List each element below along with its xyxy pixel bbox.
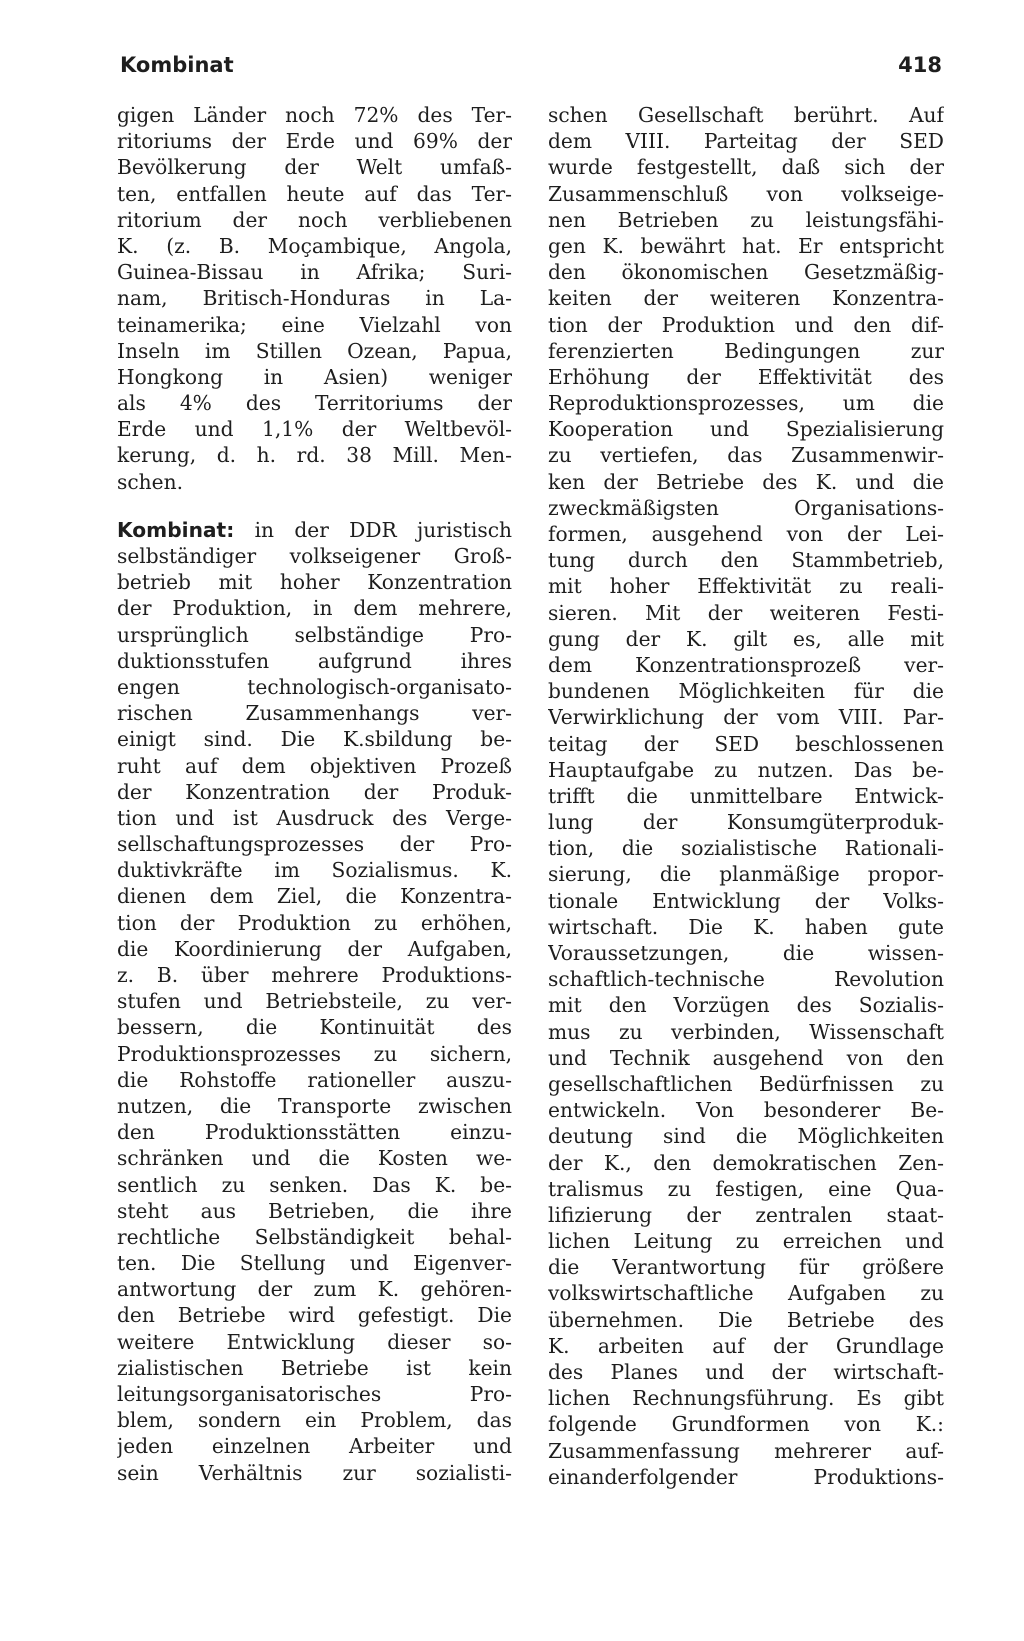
text-line: K. (z. B. Moçambique, Angola, bbox=[117, 233, 512, 258]
text-line: teitag der SED beschlossenen bbox=[548, 731, 944, 756]
text-line: gung der K. gilt es, alle mit bbox=[548, 626, 944, 651]
text-line: blem, sondern ein Problem, das bbox=[117, 1408, 512, 1433]
text-line: antwortung der zum K. gehören- bbox=[117, 1277, 512, 1302]
text-line: dem VIII. Parteitag der SED bbox=[548, 129, 944, 154]
text-line: des Planes und der wirtschaft- bbox=[548, 1360, 944, 1384]
text-line: ruht auf dem objektiven Prozeß bbox=[117, 753, 512, 778]
text-line: nutzen, die Transporte zwischen bbox=[117, 1093, 512, 1118]
text-line: schen Gesellschaft berührt. Auf bbox=[548, 103, 944, 127]
text-line: nam, Britisch-Honduras in La- bbox=[117, 286, 512, 311]
text-line: gen K. bewährt hat. Er entspricht bbox=[548, 233, 944, 258]
text-line: Erhöhung der Effektivität des bbox=[548, 364, 944, 389]
text-line: dienen dem Ziel, die Konzentra- bbox=[117, 884, 512, 909]
text-line: bundenen Möglichkeiten für die bbox=[548, 679, 944, 704]
text-line: tralismus zu festigen, eine Qua- bbox=[548, 1176, 944, 1201]
entry-lemma: Kombinat: bbox=[117, 517, 235, 542]
text-line: weitere Entwicklung dieser so- bbox=[117, 1329, 512, 1354]
text-line: ten. Die Stellung und Eigenver- bbox=[117, 1251, 512, 1276]
text-line: sieren. Mit der weiteren Festi- bbox=[548, 600, 944, 625]
text-line: die Koordinierung der Aufgaben, bbox=[117, 936, 512, 961]
text-line: tionale Entwicklung der Volks- bbox=[548, 888, 944, 913]
text-line: tion der Produktion zu erhöhen, bbox=[117, 910, 512, 935]
text-line: tion, die sozialistische Rationali- bbox=[548, 836, 944, 861]
text-line: lichen Leitung zu erreichen und bbox=[548, 1229, 944, 1254]
text-line: duktionsstufen aufgrund ihres bbox=[117, 648, 512, 673]
text-line: Zusammenschluß von volkseige- bbox=[548, 181, 944, 206]
text-line: Kooperation und Spezialisierung bbox=[548, 417, 944, 442]
text-line: ken der Betriebe des K. und die bbox=[548, 469, 944, 494]
text-line: die Rohstoffe rationeller auszu- bbox=[117, 1067, 512, 1092]
text-line: schaftlich-technische Revolution bbox=[548, 967, 944, 992]
text-line: Hongkong in Asien) weniger bbox=[117, 364, 512, 389]
text-line: den Betriebe wird gefestigt. Die bbox=[117, 1303, 512, 1328]
text-line: den Produktionsstätten einzu- bbox=[117, 1120, 512, 1145]
text-line: lichen Rechnungsführung. Es gibt bbox=[548, 1386, 944, 1411]
text-line: wirtschaft. Die K. haben gute bbox=[548, 914, 944, 939]
paragraph-gap bbox=[117, 495, 512, 517]
text-line: deutung sind die Möglichkeiten bbox=[548, 1124, 944, 1149]
entry-first-line bbox=[117, 517, 512, 543]
text-line: wurde festgestellt, daß sich der bbox=[548, 155, 944, 180]
running-head-keyword: Kombinat bbox=[120, 53, 234, 77]
text-line: teinamerika; eine Vielzahl von bbox=[117, 312, 512, 337]
text-line: Bevölkerung der Welt umfaß- bbox=[117, 155, 512, 180]
text-line: duktivkräfte im Sozialismus. K. bbox=[117, 858, 512, 883]
text-line: der K., den demokratischen Zen- bbox=[548, 1150, 944, 1175]
text-line: ritorium der noch verbliebenen bbox=[117, 207, 512, 232]
text-line: kerung, d. h. rd. 38 Mill. Men- bbox=[117, 443, 512, 468]
text-line: engen technologisch-organisato- bbox=[117, 674, 512, 699]
right-column bbox=[548, 102, 944, 1490]
text-line: Inseln im Stillen Ozean, Papua, bbox=[117, 338, 512, 363]
text-line: und Technik ausgehend von den bbox=[548, 1045, 944, 1070]
text-line: lifizierung der zentralen staat- bbox=[548, 1202, 944, 1227]
text-line: schen. bbox=[117, 469, 184, 494]
text-line: übernehmen. Die Betriebe des bbox=[548, 1307, 944, 1332]
text-line: rischen Zusammenhangs ver- bbox=[117, 701, 512, 726]
text-line: betrieb mit hoher Konzentration bbox=[117, 570, 512, 595]
text-line: Guinea-Bissau in Afrika; Suri- bbox=[117, 260, 512, 285]
text-line: steht aus Betrieben, die ihre bbox=[117, 1198, 512, 1223]
text-line: volkswirtschaftliche Aufgaben zu bbox=[548, 1281, 944, 1306]
text-line: sellschaftungsprozesses der Pro- bbox=[117, 832, 512, 857]
text-line: trifft die unmittelbare Entwick- bbox=[548, 783, 944, 808]
text-line: der Konzentration der Produk- bbox=[117, 779, 512, 804]
text-line: bessern, die Kontinuität des bbox=[117, 1015, 512, 1040]
text-line: tung durch den Stammbetrieb, bbox=[548, 548, 944, 573]
text-line: lung der Konsumgüterproduk- bbox=[548, 810, 944, 835]
text-line: sein Verhältnis zur sozialisti- bbox=[117, 1460, 512, 1485]
text-line: K. arbeiten auf der Grundlage bbox=[548, 1333, 944, 1358]
entry-first-line-text: in der DDR juristisch bbox=[254, 517, 512, 542]
text-line: mit hoher Effektivität zu reali- bbox=[548, 574, 944, 599]
paragraph-continuation bbox=[117, 102, 512, 495]
text-line: schränken und die Kosten we- bbox=[117, 1146, 512, 1171]
text-line: Produktionsprozesses zu sichern, bbox=[117, 1041, 512, 1066]
text-line: ten, entfallen heute auf das Ter- bbox=[117, 181, 512, 206]
text-line: keiten der weiteren Konzentra- bbox=[548, 286, 944, 311]
text-line: rechtliche Selbständigkeit behal- bbox=[117, 1224, 512, 1249]
left-column bbox=[117, 102, 512, 1486]
text-line: tion und ist Ausdruck des Verge- bbox=[117, 805, 512, 830]
text-line: leitungsorganisatorisches Pro- bbox=[117, 1382, 512, 1406]
text-line: zialistischen Betriebe ist kein bbox=[117, 1355, 512, 1380]
text-line: der Produktion, in dem mehrere, bbox=[117, 596, 512, 621]
text-line: ursprünglich selbständige Pro- bbox=[117, 622, 512, 647]
text-line: einigt sind. Die K.sbildung be- bbox=[117, 727, 512, 752]
text-line: gesellschaftlichen Bedürfnissen zu bbox=[548, 1071, 944, 1096]
entry-body bbox=[117, 543, 512, 1486]
text-line: einanderfolgender Produktions- bbox=[548, 1464, 944, 1489]
dictionary-entry-kombinat bbox=[117, 517, 512, 1486]
text-line: Zusammenfassung mehrerer auf- bbox=[548, 1438, 944, 1463]
text-line: Voraussetzungen, die wissen- bbox=[548, 941, 944, 965]
page-number: 418 bbox=[898, 53, 942, 77]
text-line: tion der Produktion und den dif- bbox=[548, 312, 944, 337]
entry-body-continued bbox=[548, 102, 944, 1490]
text-line: Reproduktionsprozesses, um die bbox=[548, 391, 944, 416]
text-line: stufen und Betriebsteile, zu ver- bbox=[117, 989, 512, 1014]
text-line: mus zu verbinden, Wissenschaft bbox=[548, 1019, 944, 1044]
text-line: als 4% des Territoriums der bbox=[117, 391, 512, 416]
text-line: Erde und 1,1% der Weltbevöl- bbox=[117, 417, 512, 442]
text-line: z. B. über mehrere Produktions- bbox=[117, 963, 512, 987]
text-line: sentlich zu senken. Das K. be- bbox=[117, 1172, 512, 1197]
text-line: nen Betrieben zu leistungsfähi- bbox=[548, 207, 944, 232]
text-line: zu vertiefen, das Zusammenwir- bbox=[548, 443, 944, 468]
text-line: sierung, die planmäßige propor- bbox=[548, 862, 944, 887]
text-line: gigen Länder noch 72% des Ter- bbox=[117, 103, 512, 127]
text-line: formen, ausgehend von der Lei- bbox=[548, 522, 944, 546]
text-line: dem Konzentrationsprozeß ver- bbox=[548, 652, 944, 677]
text-line: Verwirklichung der vom VIII. Par- bbox=[548, 705, 944, 730]
text-line: Hauptaufgabe zu nutzen. Das be- bbox=[548, 757, 944, 782]
text-line: ferenzierten Bedingungen zur bbox=[548, 338, 944, 363]
text-line: den ökonomischen Gesetzmäßig- bbox=[548, 260, 944, 285]
text-line: mit den Vorzügen des Sozialis- bbox=[548, 993, 944, 1018]
text-line: selbständiger volkseigener Groß- bbox=[117, 544, 512, 568]
text-line: folgende Grundformen von K.: bbox=[548, 1412, 944, 1437]
text-line: ritoriums der Erde und 69% der bbox=[117, 129, 512, 154]
text-line: die Verantwortung für größere bbox=[548, 1255, 944, 1280]
text-line: entwickeln. Von besonderer Be- bbox=[548, 1098, 944, 1123]
text-line: jeden einzelnen Arbeiter und bbox=[117, 1434, 512, 1459]
text-line: zweckmäßigsten Organisations- bbox=[548, 495, 944, 520]
